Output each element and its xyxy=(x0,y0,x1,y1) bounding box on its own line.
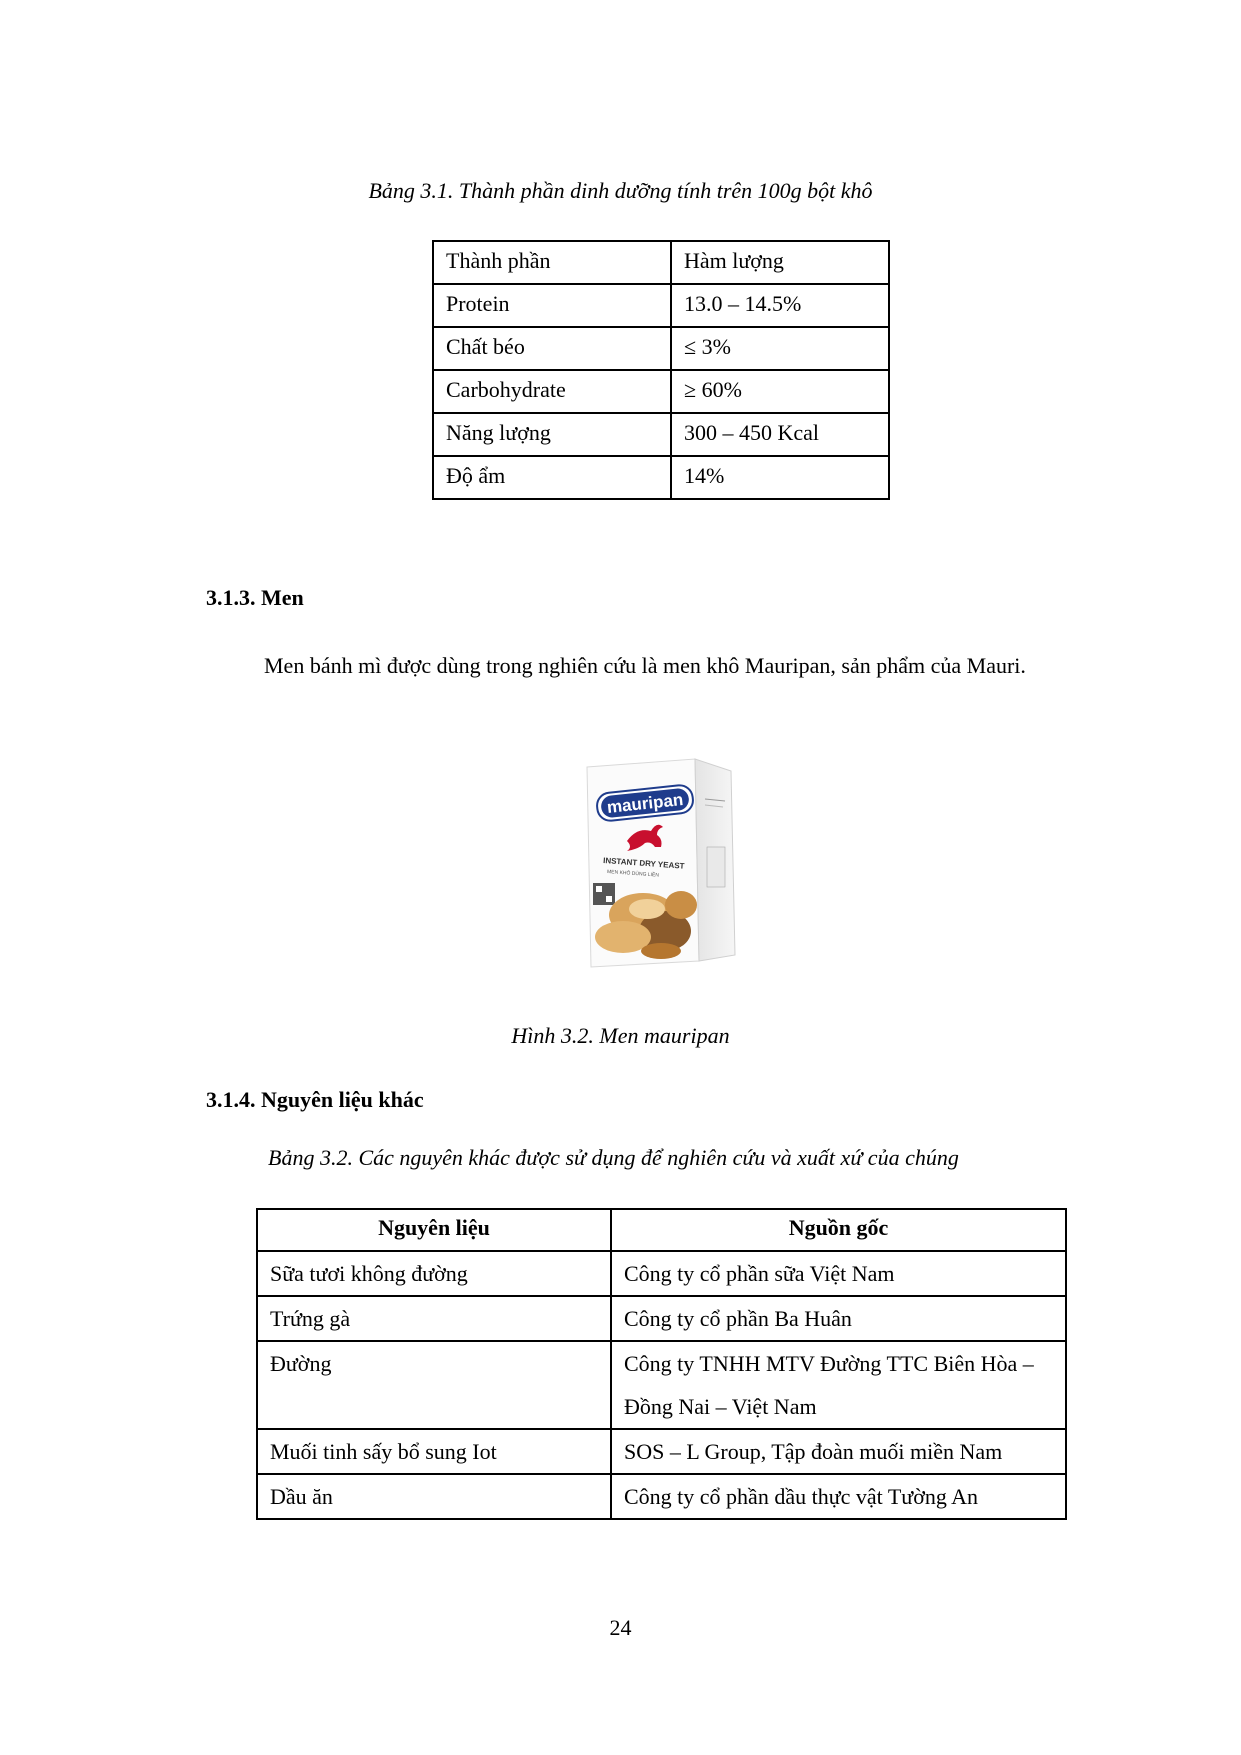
table-cell: 300 – 450 Kcal xyxy=(671,413,889,456)
table-header-row xyxy=(257,1209,1066,1251)
table-row xyxy=(433,456,889,499)
table-row xyxy=(433,413,889,456)
table-cell: Muối tinh sấy bổ sung Iot xyxy=(257,1429,611,1474)
table-cell: Công ty cổ phần sữa Việt Nam xyxy=(611,1251,1066,1296)
table-header-cell: Nguồn gốc xyxy=(611,1209,1066,1251)
table-cell: Công ty TNHH MTV Đường TTC Biên Hòa – Đồng Nai – Việt Nam xyxy=(611,1341,1066,1429)
page-number: 24 xyxy=(609,1615,632,1640)
table-cell: SOS – L Group, Tập đoàn muối miền Nam xyxy=(611,1429,1066,1474)
table-header-cell: Hàm lượng xyxy=(671,241,889,284)
table-cell: Carbohydrate xyxy=(433,370,671,413)
mauripan-package-illustration xyxy=(583,755,738,970)
table-row xyxy=(257,1429,1066,1474)
table-cell: Độ ẩm xyxy=(433,456,671,499)
nutrition-table xyxy=(432,240,890,500)
table-row xyxy=(433,327,889,370)
table1-caption: Bảng 3.1. Thành phần dinh dưỡng tính trên 100g bột khô xyxy=(368,178,873,203)
package-brand-text: mauripan xyxy=(606,790,685,817)
section-heading: 3.1.4. Nguyên liệu khác xyxy=(206,1087,424,1112)
table-row xyxy=(433,370,889,413)
table-cell: ≤ 3% xyxy=(671,327,889,370)
table-cell: 14% xyxy=(671,456,889,499)
table-cell: Sữa tươi không đường xyxy=(257,1251,611,1296)
table-cell: ≥ 60% xyxy=(671,370,889,413)
table-cell: Dầu ăn xyxy=(257,1474,611,1519)
section-heading: 3.1.3. Men xyxy=(206,585,304,610)
body-paragraph: Men bánh mì được dùng trong nghiên cứu là men khô Mauripan, sản phẩm của Mauri. xyxy=(264,653,1026,678)
table-cell: Trứng gà xyxy=(257,1296,611,1341)
figure-caption: Hình 3.2. Men mauripan xyxy=(511,1023,730,1048)
mauripan-package-image xyxy=(583,755,738,970)
table-row xyxy=(257,1251,1066,1296)
table-row xyxy=(257,1296,1066,1341)
table-cell: 13.0 – 14.5% xyxy=(671,284,889,327)
table-header-cell: Nguyên liệu xyxy=(257,1209,611,1251)
table-cell: Công ty cổ phần dầu thực vật Tường An xyxy=(611,1474,1066,1519)
table-cell: Năng lượng xyxy=(433,413,671,456)
table-cell: Đường xyxy=(257,1341,611,1429)
table-cell: Công ty cổ phần Ba Huân xyxy=(611,1296,1066,1341)
package-product-subtext: MEN KHÔ DÙNG LIỀN xyxy=(606,869,660,879)
table-cell: Protein xyxy=(433,284,671,327)
table-row xyxy=(433,284,889,327)
ingredients-table xyxy=(256,1208,1067,1520)
table-header-row xyxy=(433,241,889,284)
table-header-cell: Thành phần xyxy=(433,241,671,284)
table2-caption: Bảng 3.2. Các nguyên khác được sử dụng để nghiên cứu và xuất xứ của chúng xyxy=(268,1145,959,1170)
table-cell: Chất béo xyxy=(433,327,671,370)
table-row xyxy=(257,1474,1066,1519)
table-row xyxy=(257,1341,1066,1429)
package-product-text: INSTANT DRY YEAST xyxy=(602,856,685,871)
